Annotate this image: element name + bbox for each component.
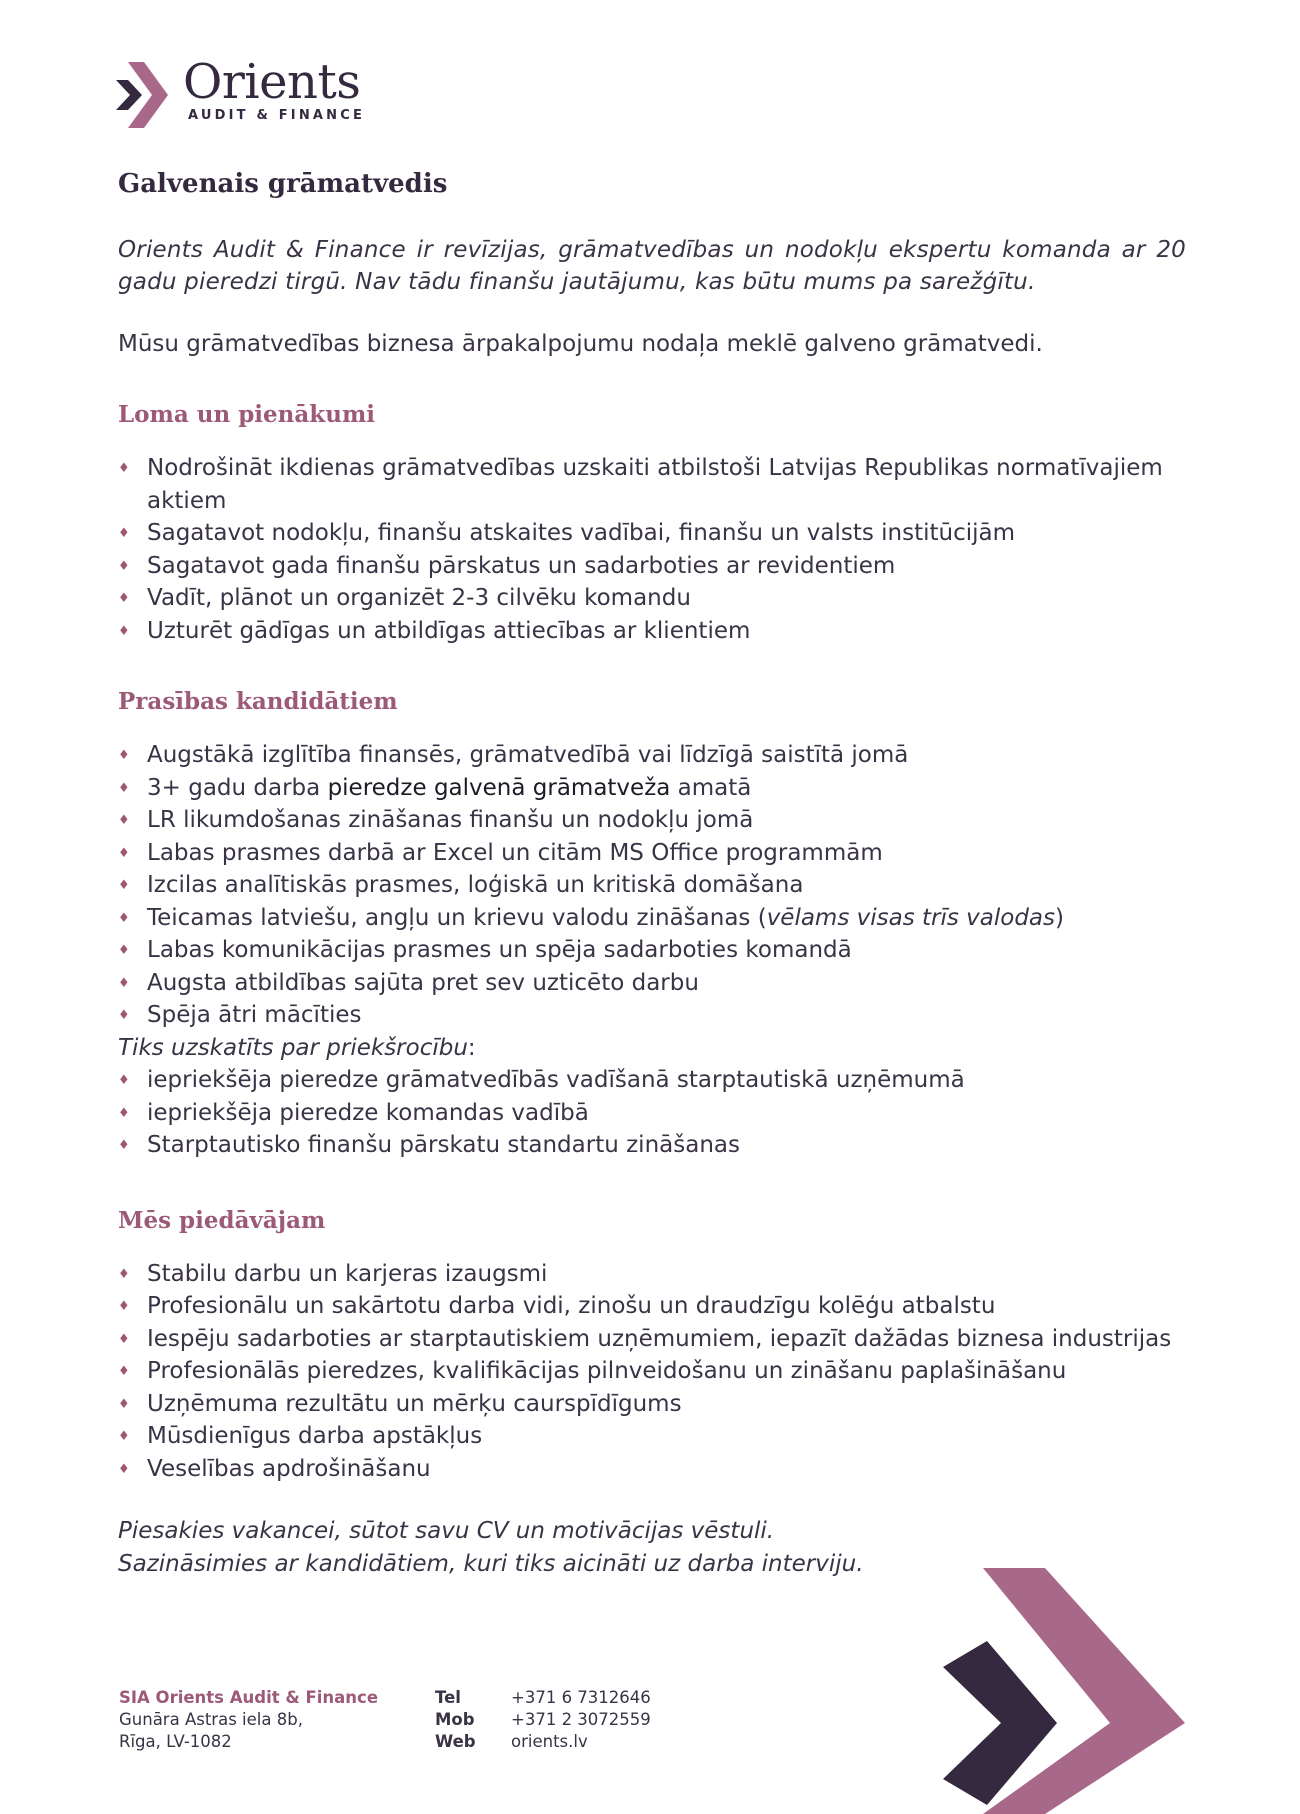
roles-list xyxy=(118,452,1186,647)
page-title: Galvenais grāmatvedis xyxy=(118,169,448,199)
list-item: ♦ Mūsdienīgus darba apstākļus xyxy=(118,1420,1186,1453)
list-item: ♦ Uzņēmuma rezultātu un mērķu caurspīdīgums xyxy=(118,1388,1186,1421)
company-logo xyxy=(116,52,376,132)
list-item xyxy=(118,772,1186,805)
list-item: ♦ Stabilu darbu un karjeras izaugsmi xyxy=(118,1258,1186,1291)
web-label: Web xyxy=(435,1732,476,1751)
web-link[interactable]: orients.lv xyxy=(511,1732,588,1751)
section-heading-roles: Loma un pienākumi xyxy=(118,401,376,428)
list-item: ♦ Profesionālās pieredzes, kvalifikācijas pilnveidošanu un zināšanu paplašināšanu xyxy=(118,1355,1186,1388)
lead-paragraph: Mūsu grāmatvedības biznesa ārpakalpojumu nodaļa meklē galveno grāmatvedi. xyxy=(118,331,1043,357)
job-posting xyxy=(118,164,1186,1581)
list-item: ♦ Profesionālu un sakārtotu darba vidi, zinošu un draudzīgu kolēģu atbalstu xyxy=(118,1290,1186,1323)
list-item: ♦ Augsta atbildības sajūta pret sev uzticēto darbu xyxy=(118,967,1186,1000)
footer-address-line: Rīga, LV-1082 xyxy=(119,1732,232,1751)
advantage-list xyxy=(118,1064,1186,1162)
list-item xyxy=(118,902,1186,935)
list-item: ♦ Labas komunikācijas prasmes un spēja sadarboties komandā xyxy=(118,934,1186,967)
list-item: ♦ Labas prasmes darbā ar Excel un citām MS Office programmām xyxy=(118,837,1186,870)
italic-text: vēlams visas trīs valodas xyxy=(766,904,1056,931)
list-item: ♦ Veselības apdrošināšanu xyxy=(118,1453,1186,1486)
closing-line: Sazināsimies ar kandidātiem, kuri tiks aicināti uz darba interviju. xyxy=(118,1551,864,1577)
list-item: ♦ Spēja ātri mācīties xyxy=(118,999,1186,1032)
advantage-colon: : xyxy=(467,1034,476,1061)
footer-contact-labels xyxy=(435,1687,476,1753)
advantage-label-text: Tiks uzskatīts par priekšrocību xyxy=(118,1034,468,1061)
list-item: ♦ Iespēju sadarboties ar starptautiskiem uzņēmumiem, iepazīt dažādas biznesa industrijas xyxy=(118,1323,1186,1356)
list-item-text: amatā xyxy=(670,774,752,801)
list-item: ♦ Nodrošināt ikdienas grāmatvedības uzskaiti atbilstoši Latvijas Republikas normatīvajiem aktiem xyxy=(118,452,1186,517)
mob-value[interactable]: +371 2 3072559 xyxy=(511,1710,651,1729)
list-item: ♦ Augstākā izglītība finansēs, grāmatvedībā vai līdzīgā saistītā jomā xyxy=(118,739,1186,772)
closing-line: Piesakies vakancei, sūtot savu CV un motivācijas vēstuli. xyxy=(118,1518,775,1544)
list-item: ♦ iepriekšēja pieredze grāmatvedībās vadīšanā starptautiskā uzņēmumā xyxy=(118,1064,1186,1097)
list-item-text: 3+ gadu darba xyxy=(147,774,328,801)
decorative-chevrons-icon xyxy=(935,1568,1195,1814)
list-item: ♦ iepriekšēja pieredze komandas vadībā xyxy=(118,1097,1186,1130)
list-item: ♦ Vadīt, plānot un organizēt 2-3 cilvēku komandu xyxy=(118,582,1186,615)
intro-paragraph: Orients Audit & Finance ir revīzijas, grāmatvedības un nodokļu ekspertu komanda ar 20 gadu pieredzi tirgū. Nav tādu finanšu jautājumu, kas būtu mums pa sarežģītu. xyxy=(118,237,1186,295)
list-item: ♦ LR likumdošanas zināšanas finanšu un nodokļu jomā xyxy=(118,804,1186,837)
logo-name: Orients xyxy=(183,54,361,110)
list-item: ♦ Sagatavot nodokļu, finanšu atskaites vadībai, finanšu un valsts institūcijām xyxy=(118,517,1186,550)
requirements-list xyxy=(118,739,1186,1032)
offer-list xyxy=(118,1258,1186,1486)
footer-address-line: Gunāra Astras iela 8b, xyxy=(119,1710,303,1729)
list-item: ♦ Starptautisko finanšu pārskatu standartu zināšanas xyxy=(118,1129,1186,1162)
list-item-text: Teicamas latviešu, angļu un krievu valodu zināšanas ( xyxy=(147,904,767,931)
logo-chevron-icon xyxy=(116,62,172,128)
list-item-text: ) xyxy=(1055,904,1064,931)
advantage-label xyxy=(118,1032,1186,1065)
logo-subtitle: AUDIT & FINANCE xyxy=(188,108,366,123)
section-heading-offer: Mēs piedāvājam xyxy=(118,1206,326,1234)
mob-label: Mob xyxy=(435,1710,475,1729)
section-heading-requirements: Prasības kandidātiem xyxy=(118,688,398,715)
tel-label: Tel xyxy=(435,1688,461,1707)
footer-contact-values xyxy=(511,1687,651,1753)
list-item: ♦ Uzturēt gādīgas un atbildīgas attiecības ar klientiem xyxy=(118,615,1186,648)
list-item: ♦ Sagatavot gada finanšu pārskatus un sadarboties ar revidentiem xyxy=(118,550,1186,583)
footer-company: SIA Orients Audit & Finance xyxy=(119,1688,379,1707)
tel-value[interactable]: +371 6 7312646 xyxy=(511,1688,651,1707)
list-item: ♦ Izcilas analītiskās prasmes, loģiskā un kritiskā domāšana xyxy=(118,869,1186,902)
footer-address xyxy=(119,1687,378,1753)
highlighted-text: pieredze galvenā grāmatveža xyxy=(327,774,671,801)
